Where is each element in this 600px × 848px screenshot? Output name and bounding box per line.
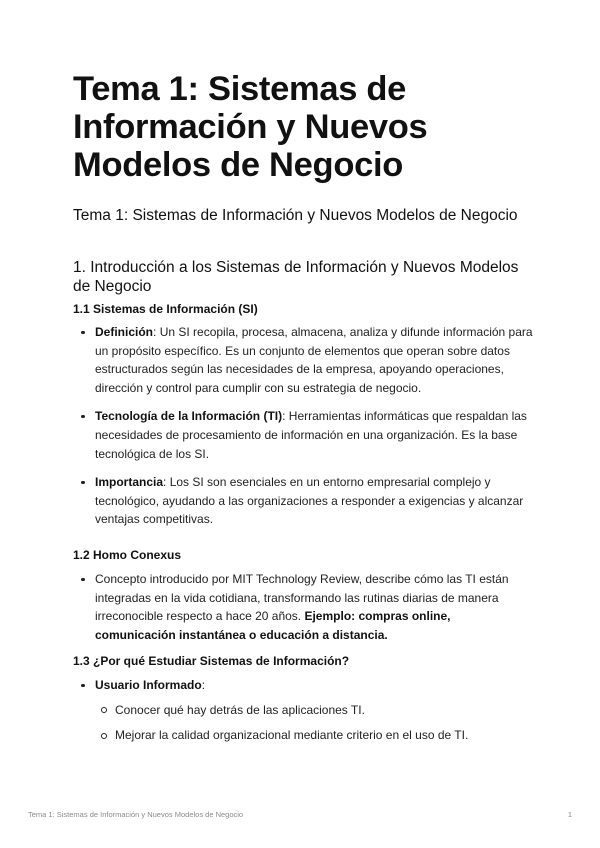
document-title: Tema 1: Sistemas de Información y Nuevos Modelos de Negocio bbox=[73, 70, 428, 184]
section-1-3-heading: 1.3 ¿Por qué Estudiar Sistemas de Información? bbox=[73, 654, 350, 668]
homo-conexus-text: Concepto introducido por MIT Technology Review, describe cómo las TI están integradas en la vida cotidiana, transformando las rutinas diarias de manera irreconocible respecto a hace 20 años. bbox=[95, 572, 509, 624]
document-page bbox=[73, 70, 533, 743]
list-item-usuario-informado: Usuario Informado: bbox=[73, 676, 533, 695]
footer-title: Tema 1: Sistemas de Información y Nuevos Modelos de Negocio bbox=[28, 810, 244, 819]
definicion-text: Un SI recopila, procesa, almacena, analiza y difunde información para un propósito específico. Es un conjunto de elementos que operan sobre datos estructurados según las necesidades de la empresa, apoyando operaciones, dirección y control para cumplir con su estrategia de negocio. bbox=[95, 325, 533, 395]
tecnologia-text: Herramientas informáticas que respaldan las necesidades de procesamiento de información en una organización. Es la base tecnológica de los SI. bbox=[95, 409, 527, 461]
section-1-1-list bbox=[73, 323, 533, 529]
section-1-2-heading: 1.2 Homo Conexus bbox=[73, 548, 182, 562]
term-usuario-informado: Usuario Informado bbox=[95, 678, 202, 692]
section-1-heading: 1. Introducción a los Sistemas de Información y Nuevos Modelos de Negocio bbox=[73, 259, 519, 295]
document-subtitle: Tema 1: Sistemas de Información y Nuevos Modelos de Negocio bbox=[73, 207, 518, 224]
section-1-3-list bbox=[73, 676, 533, 745]
list-item-importancia: Importancia: Los SI son esenciales en un entorno empresarial complejo y tecnológico, ayudando a las organizaciones a responder a exigencias y alcanzar ventajas competitivas. bbox=[73, 473, 533, 529]
page-number: 1 bbox=[567, 810, 572, 819]
section-1-1-heading: 1.1 Sistemas de Información (SI) bbox=[73, 302, 258, 316]
sub-list-item: Mejorar la calidad organizacional mediante criterio en el uso de TI. bbox=[73, 726, 533, 745]
homo-conexus-example: Ejemplo: compras online, comunicación instantánea o educación a distancia. bbox=[95, 609, 451, 642]
list-item-tecnologia: Tecnología de la Información (TI): Herramientas informáticas que respaldan las necesidades de procesamiento de información en una organización. Es la base tecnológica de los SI. bbox=[73, 407, 533, 463]
list-item-homo-conexus bbox=[73, 570, 533, 644]
list-item-definicion: Definición: Un SI recopila, procesa, almacena, analiza y difunde información para un propósito específico. Es un conjunto de elementos que operan sobre datos estructurados según las necesidades de la empresa, apoyando operaciones, dirección y control para cumplir con su estrategia de negocio. bbox=[73, 323, 533, 397]
term-definicion: Definición bbox=[95, 325, 154, 339]
term-importancia: Importancia bbox=[95, 475, 164, 490]
page-footer bbox=[28, 810, 572, 820]
term-tecnologia: Tecnología de la Información (TI) bbox=[95, 409, 283, 424]
section-1-2-list bbox=[73, 570, 533, 644]
sub-list-item: Conocer qué hay detrás de las aplicaciones TI. bbox=[73, 701, 533, 720]
importancia-text: Los SI son esenciales en un entorno empresarial complejo y tecnológico, ayudando a las organizaciones a responder a exigencias y alcanzar ventajas competitivas. bbox=[95, 475, 524, 527]
